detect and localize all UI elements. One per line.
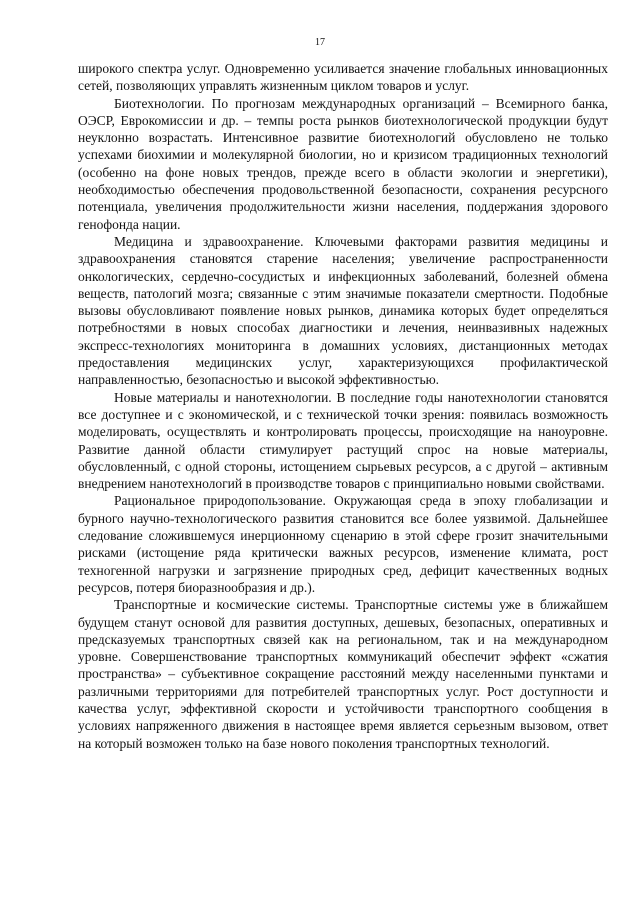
paragraph-environment: Рациональное природопользование. Окружающая среда в эпоху глобализации и бурного научно-технологического развития становится все более уязвимой. Дальнейшее следование сложившемуся инерционному сценарию в этой сфере грозит значительными рисками (истощение ряда критически важных ресурсов, изменение климата, рост техногенной нагрузки и загрязнение природных сред, дефицит качественных водных ресурсов, потеря биоразнообразия и др.).: [78, 493, 608, 595]
paragraph-nanotechnology: Новые материалы и нанотехнологии. В последние годы нанотехнологии становятся все доступнее и с экономической, и с технической точки зрения: появилась возможность моделировать, осуществлять и контролировать процессы, происходящие на наноуровне. Развитие данной области стимулирует растущий спрос на новые материалы, обусловленный, с одной стороны, истощением сырьевых ресурсов, а с другой – активным внедрением нанотехнологий в производстве товаров с принципиально новыми свойствами.: [78, 389, 608, 492]
paragraph-biotechnology: Биотехнологии. По прогнозам международных организаций – Всемирного банка, ОЭСР, Еврокомиссии и др. – темпы роста рынков биотехнологической продукции будут неуклонно возрастать. Интенсивное развитие биотехнологий обусловлено не только успехами биохимии и молекулярной биологии, но и кризисом традиционных технологий (особенно на фоне новых трендов, прежде всего в области экологии и энергетики), необходимостью обеспечения продовольственной безопасности, сохранения ресурсного потенциала, увеличения продолжительности жизни населения, поддержания здорового генофонда нации.: [78, 95, 608, 232]
page-number: 17: [315, 37, 325, 48]
document-body: [78, 60, 608, 752]
paragraph-transport: Транспортные и космические системы. Транспортные системы уже в ближайшем будущем станут основой для развития доступных, дешевых, безопасных, оперативных и предсказуемых транспортных связей как на региональном, так и на международном уровне. Совершенствование транспортных коммуникаций обеспечит эффект «сжатия пространства» – субъективное сокращение расстояний между населенными пунктами и различными территориями для потребителей транспортных услуг. Рост доступности и качества услуг, эффективной скорости и устойчивости транспортного сообщения в условиях напряженного движения в настоящее время является серьезным вызовом, ответ на который возможен только на базе нового поколения транспортных технологий.: [78, 597, 608, 751]
paragraph-medicine: Медицина и здравоохранение. Ключевыми факторами развития медицины и здравоохранения становятся старение населения; увеличение распространенности онкологических, сердечно-сосудистых и инфекционных заболеваний, болезней обмена веществ, патологий мозга; связанные с этим значимые показатели смертности. Подобные вызовы обусловливают появление новых рынков, динамика которых будет определяться потребностями в новых способах диагностики и лечения, неинвазивных надежных экспресс-технологиях мониторинга в домашних условиях, дистанционных методах предоставления медицинских услуг, характеризующихся профилактической направленностью, безопасностью и высокой эффективностью.: [78, 233, 608, 388]
paragraph-continuation: широкого спектра услуг. Одновременно усиливается значение глобальных инновационных сетей, позволяющих управлять жизненным циклом товаров и услуг.: [78, 61, 608, 94]
